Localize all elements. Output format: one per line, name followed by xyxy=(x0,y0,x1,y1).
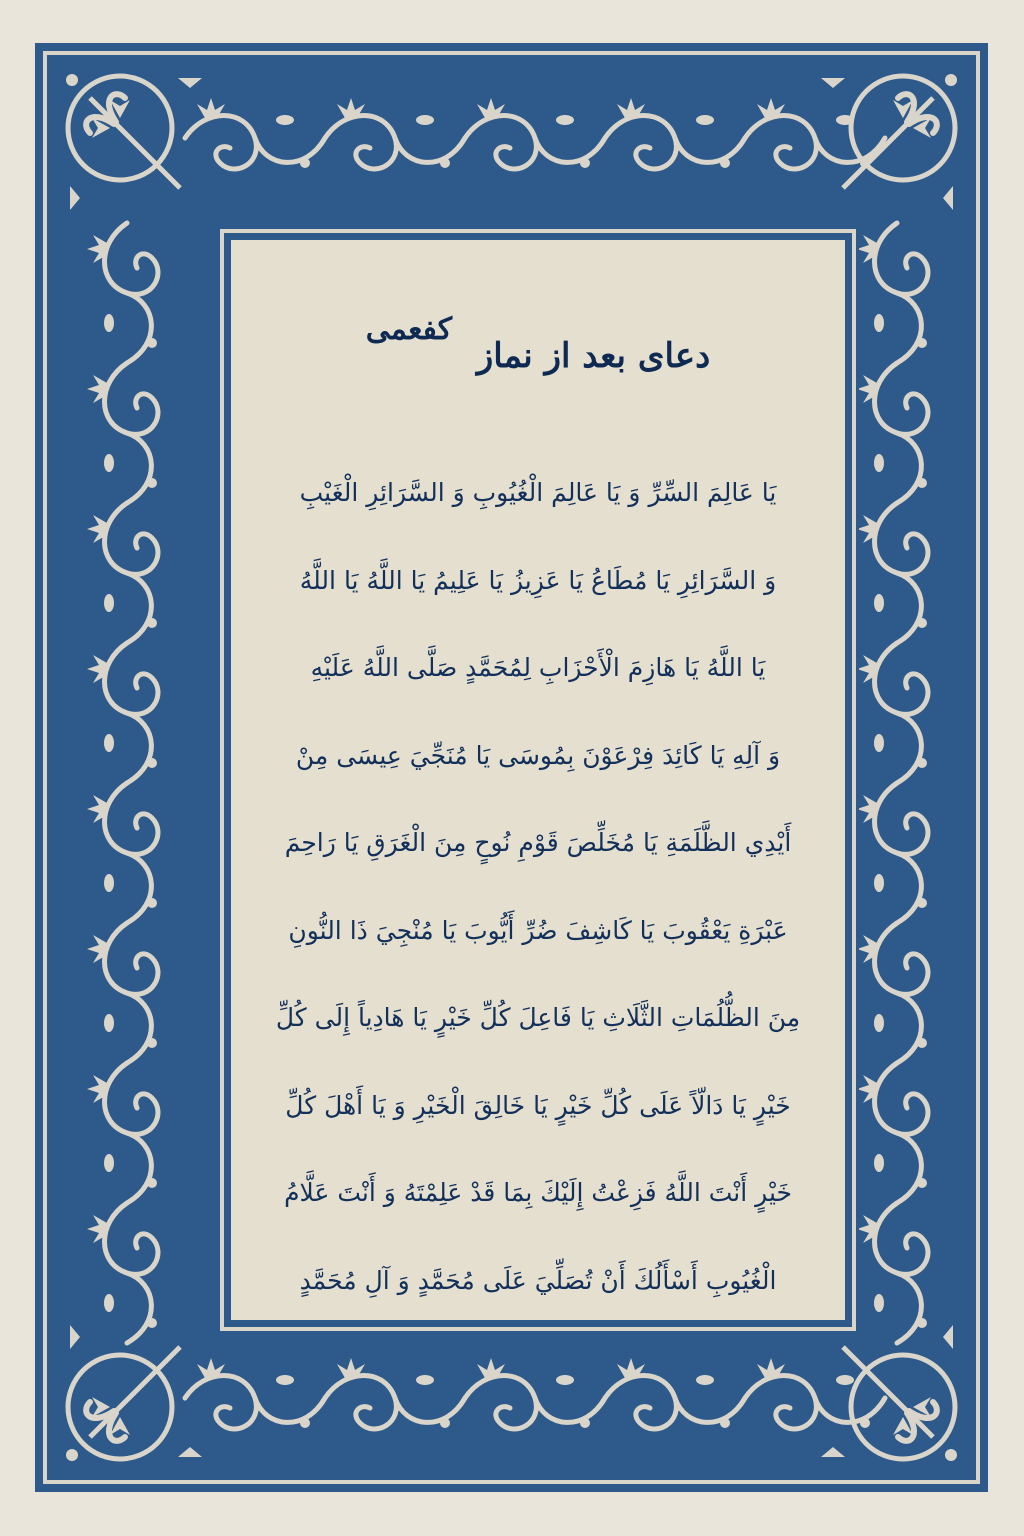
prayer-line: مِنَ الظُّلُمَاتِ الثَّلَاثِ يَا فَاعِلَ كُلِّ خَيْرٍ يَا هَادِياً إِلَى كُلِّ xyxy=(275,1003,801,1032)
ornamental-frame xyxy=(35,43,988,1492)
prayer-line: أَيْدِي الظَّلَمَةِ يَا مُخَلِّصَ قَوْمِ نُوحٍ مِنَ الْغَرَقِ يَا رَاحِمَ xyxy=(284,828,792,857)
prayer-line: وَ آلِهِ يَا كَائِدَ فِرْعَوْنَ بِمُوسَى يَا مُنَجِّيَ عِيسَى مِنْ xyxy=(295,740,781,770)
page-title xyxy=(231,312,845,376)
prayer-line: عَبْرَةِ يَعْقُوبَ يَا كَاشِفَ ضُرِّ أَيُّوبَ يَا مُنْجِيَ ذَا النُّونِ xyxy=(288,915,788,945)
text-panel xyxy=(231,240,845,1320)
title-sup: کفعمی xyxy=(365,312,453,347)
prayer-text xyxy=(231,468,845,1343)
prayer-line: يَا عَالِمَ السِّرِّ وَ يَا عَالِمَ الْغُيُوبِ وَ السَّرَائِرِ الْغَيْبِ xyxy=(299,478,777,507)
text-panel-frame xyxy=(217,226,859,1334)
prayer-line: خَيْرٍ يَا دَالّاً عَلَى كُلِّ خَيْرٍ يَا خَالِقَ الْخَيْرِ وَ يَا أَهْلَ كُلِّ xyxy=(285,1090,791,1120)
prayer-line: خَيْرٍ أَنْتَ اللَّهُ فَزِعْتُ إِلَيْكَ بِمَا قَدْ عَلِمْتَهُ وَ أَنْتَ عَلَّامُ xyxy=(284,1178,792,1207)
prayer-line: الْغُيُوبِ أَسْأَلُكَ أَنْ تُصَلِّيَ عَلَى مُحَمَّدٍ وَ آلِ مُحَمَّدٍ xyxy=(299,1265,777,1295)
prayer-line: يَا اللَّهُ يَا هَازِمَ الْأَحْزَابِ لِمُحَمَّدٍ صَلَّى اللَّهُ عَلَيْهِ xyxy=(310,653,766,682)
prayer-line: وَ السَّرَائِرِ يَا مُطَاعُ يَا عَزِيزُ يَا عَلِيمُ يَا اللَّهُ يَا اللَّهُ xyxy=(299,565,777,595)
title-main: دعای بعد از نماز xyxy=(476,336,711,376)
